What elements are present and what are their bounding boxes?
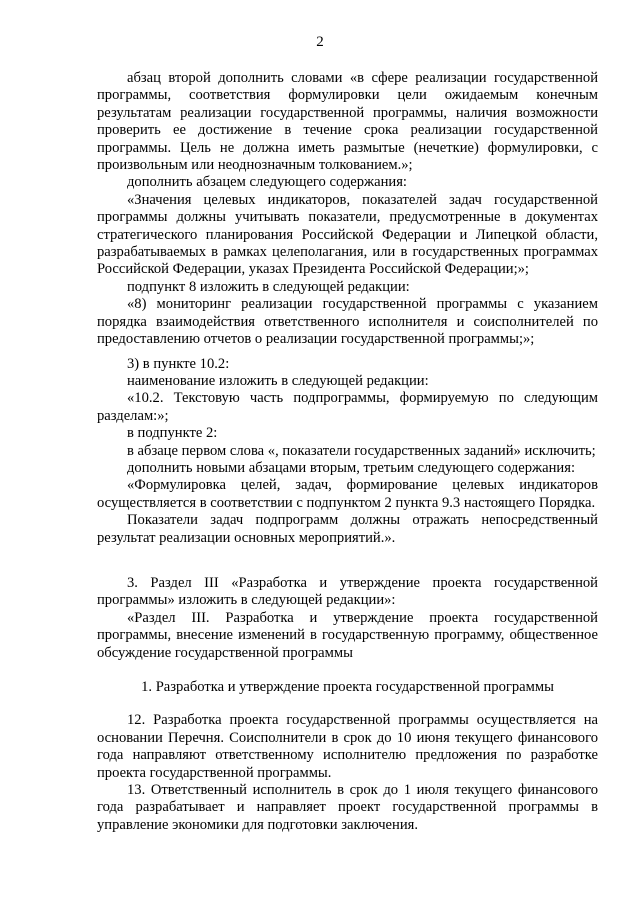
paragraph: «Значения целевых индикаторов, показателей задач государственной программы должны учитывать показатели, предусмотренные в документах стратегического планирования Российской Федерации и Липецкой области, разрабатываемых в рамках целеполагания, или в государственных программах Российской Федерации, указах Президента Российской Федерации;»; (97, 191, 598, 278)
paragraph: в абзаце первом слова «, показатели государственных заданий» исключить; (127, 442, 596, 459)
paragraph: «10.2. Текстовую часть подпрограммы, формируемую по следующим разделам:»; (97, 390, 598, 424)
paragraph: абзац второй дополнить словами «в сфере реализации государственной программы, соответствия формулировки цели ожидаемым конечным результатам реализации государственной программы, наличия возможности проверить ее достижение в течение срока реализации государственной программы. Цель не должна иметь размытые (нечеткие) формулировки, с произвольным или неоднозначным толкованием.»; (97, 70, 598, 174)
paragraph: 3) в пункте 10.2: (127, 355, 230, 372)
paragraph: дополнить новыми абзацами вторым, третьим следующего содержания: (127, 459, 575, 476)
paragraph: 12. Разработка проекта государственной программы осуществляется на основании Перечня. Соисполнители в срок до 10 июня текущего финансового года направляют ответственному исполнителю предложения по разработке проекта государственной программы. (97, 712, 598, 781)
page-number: 2 (316, 34, 324, 50)
paragraph: «Формулировка целей, задач, формирование целевых индикаторов осуществляется в соответствии с подпунктом 2 пункта 9.3 настоящего Порядка. (97, 477, 598, 511)
section-heading: 1. Разработка и утверждение проекта государственной программы (141, 679, 554, 695)
paragraph: подпункт 8 изложить в следующей редакции: (127, 278, 410, 295)
paragraph: 13. Ответственный исполнитель в срок до 1 июля текущего финансового года разрабатывает и направляет проект государственной программы в управление экономики для подготовки заключения. (97, 782, 598, 833)
paragraph: «8) мониторинг реализации государственной программы с указанием порядка взаимодействия ответственного исполнителя и соисполнителей по предоставлению отчетов о реализации государственной программы;»; (97, 296, 598, 348)
paragraph: «Раздел III. Разработка и утверждение проекта государственной программы, внесение изменений в государственную программу, общественное обсуждение государственной программы (97, 609, 598, 661)
paragraph: наименование изложить в следующей редакции: (127, 372, 429, 389)
paragraph: 3. Раздел III «Разработка и утверждение проекта государственной программы» изложить в следующей редакции»: (97, 574, 598, 609)
paragraph: дополнить абзацем следующего содержания: (127, 174, 407, 191)
paragraph: в подпункте 2: (127, 425, 218, 442)
document-body (97, 70, 598, 834)
paragraph: Показатели задач подпрограмм должны отражать непосредственный результат реализации основных мероприятий.». (97, 512, 598, 546)
